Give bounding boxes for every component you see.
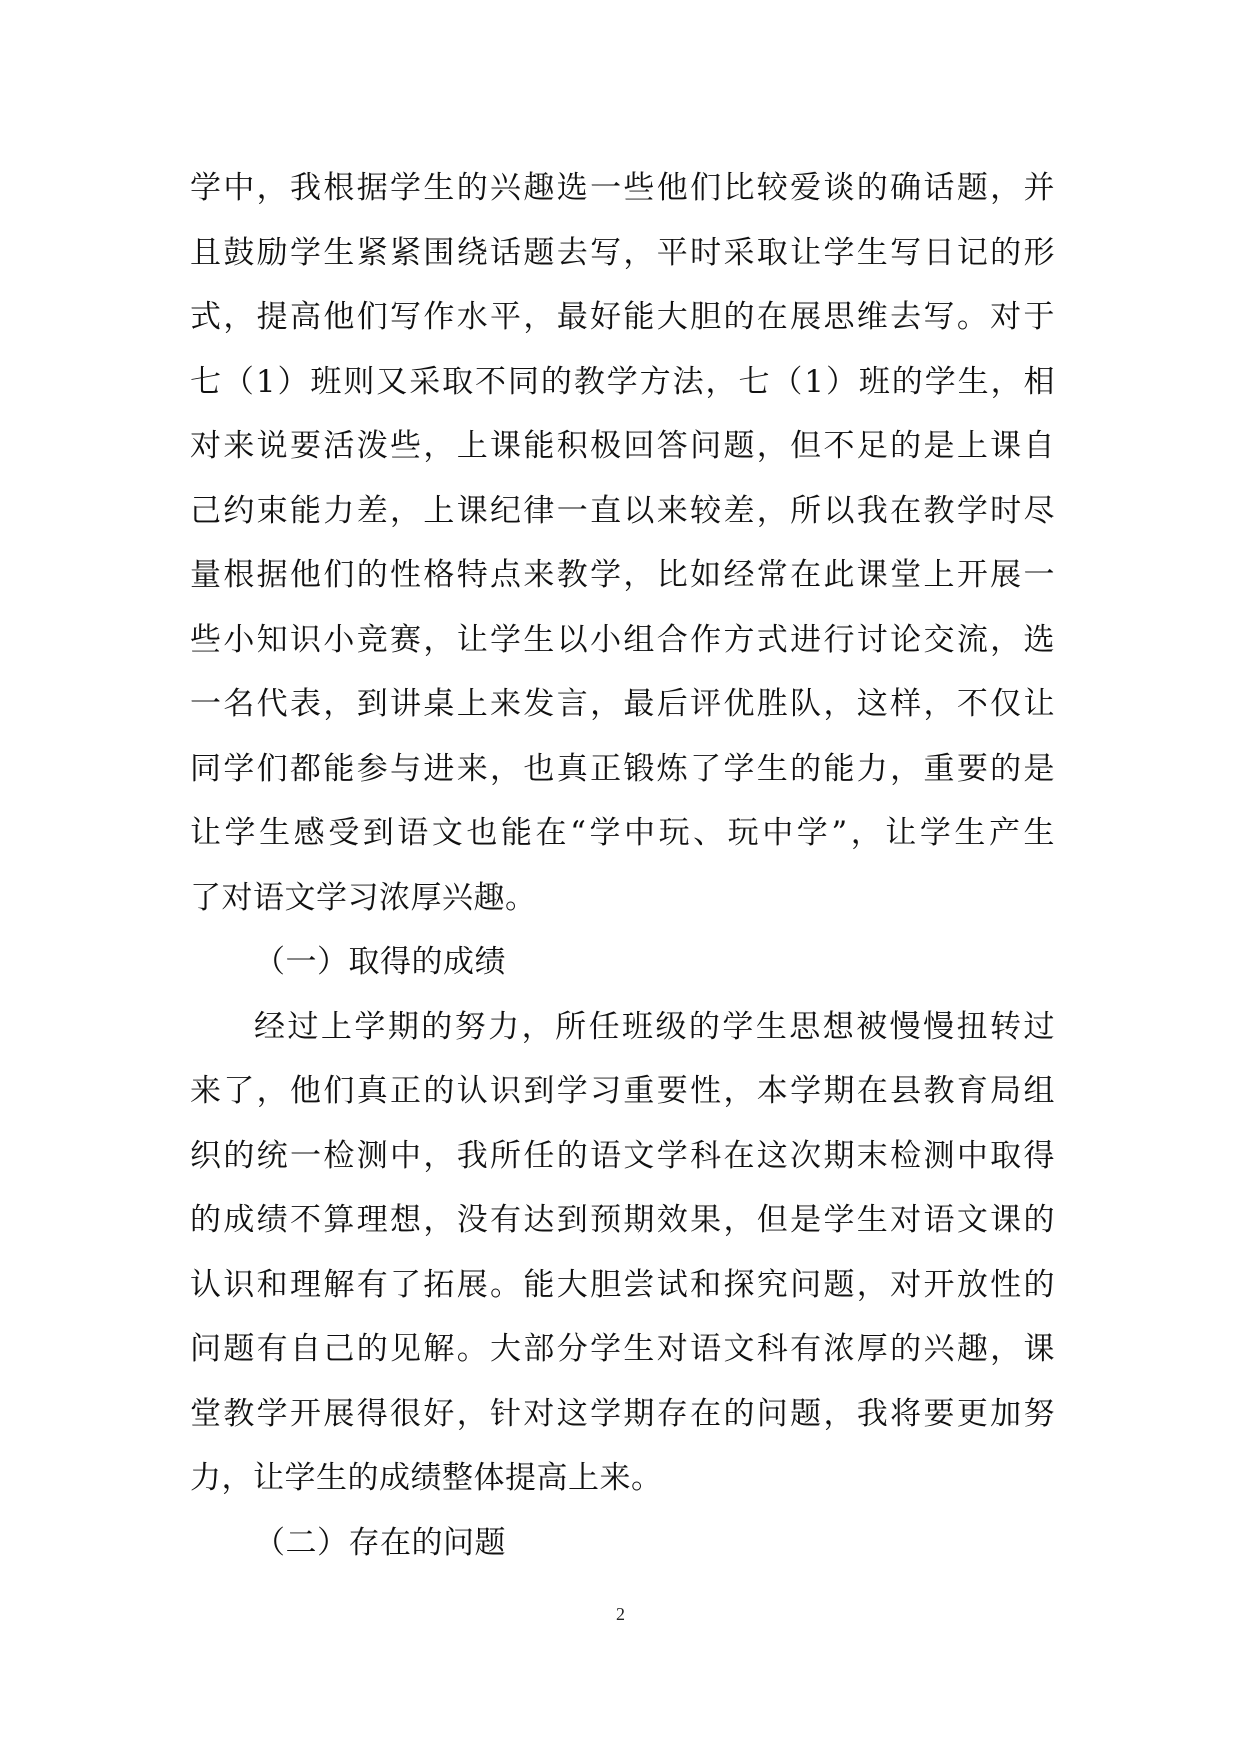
text-line: 来了，他们真正的认识到学习重要性，本学期在县教育局组 [190,1073,1055,1109]
text-line: 些小知识小竞赛，让学生以小组合作方式进行讨论交流，选 [190,621,1055,658]
text-line: 七（1）班则又采取不同的教学方法，七（1）班的学生，相 [190,363,1055,400]
text-line: 让学生感受到语文也能在“学中玩、玩中学”，让学生产生 [190,815,1055,851]
text-line: 了对语文学习浓厚兴趣。 [190,879,537,916]
text-line: 且鼓励学生紧紧围绕话题去写，平时采取让学生写日记的形 [190,234,1055,271]
text-line: 同学们都能参与进来，也真正锻炼了学生的能力，重要的是 [190,750,1055,787]
text-line: 认识和理解有了拓展。能大胆尝试和探究问题，对开放性的 [190,1266,1055,1303]
section-heading: （二）存在的问题 [254,1524,506,1561]
text-line: 学中，我根据学生的兴趣选一些他们比较爱谈的确话题，并 [190,170,1055,206]
page-number: 2 [616,1604,625,1624]
text-line: 一名代表，到讲桌上来发言，最后评优胜队，这样，不仅让 [190,686,1055,722]
text-line: 的成绩不算理想，没有达到预期效果，但是学生对语文课的 [190,1202,1055,1238]
text-line: 己约束能力差，上课纪律一直以来较差，所以我在教学时尽 [190,492,1055,529]
text-line: 力，让学生的成绩整体提高上来。 [190,1460,663,1496]
body-text [190,156,1055,1575]
text-line: 式，提高他们写作水平，最好能大胆的在展思维去写。对于 [190,299,1055,335]
text-line: 对来说要活泼些，上课能积极回答问题，但不足的是上课自 [190,428,1055,464]
text-line: 问题有自己的见解。大部分学生对语文科有浓厚的兴趣，课 [190,1331,1055,1367]
text-line: 堂教学开展得很好，针对这学期存在的问题，我将要更加努 [190,1395,1055,1432]
text-line: 经过上学期的努力，所任班级的学生思想被慢慢扭转过 [254,1008,1055,1045]
section-heading: （一）取得的成绩 [254,944,506,980]
text-line: 织的统一检测中，我所任的语文学科在这次期末检测中取得 [190,1137,1055,1174]
text-line: 量根据他们的性格特点来教学，比如经常在此课堂上开展一 [190,557,1055,593]
